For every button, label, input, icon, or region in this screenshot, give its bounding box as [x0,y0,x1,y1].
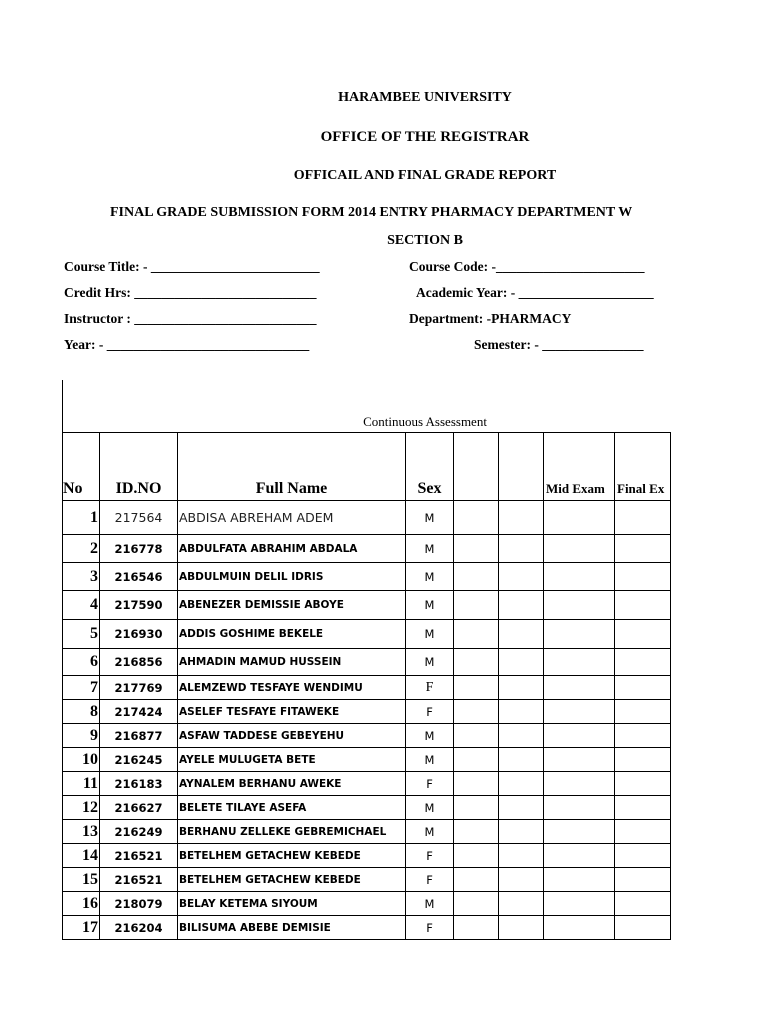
course-code-field: Course Code: -______________________ [409,259,645,274]
student-sex: F [406,700,454,724]
ca2-cell [499,724,544,748]
ca1-cell [454,892,499,916]
mid-exam-cell [544,868,615,892]
col-header-ca1 [454,433,499,501]
table-row [63,820,671,844]
student-sex: M [406,501,454,535]
student-full-name: ABDULFATA ABRAHIM ABDALA [178,535,406,563]
row-number: 12 [63,796,100,820]
final-exam-cell [615,748,671,772]
student-id: 216249 [100,820,178,844]
student-id: 217424 [100,700,178,724]
ca1-cell [454,844,499,868]
student-id: 216546 [100,563,178,591]
ca1-cell [454,591,499,620]
student-full-name: ABENEZER DEMISSIE ABOYE [178,591,406,620]
mid-exam-cell [544,535,615,563]
final-exam-cell [615,724,671,748]
ca1-cell [454,820,499,844]
table-row [63,772,671,796]
row-number: 11 [63,772,100,796]
student-id: 216521 [100,844,178,868]
student-sex: F [406,844,454,868]
student-id: 216627 [100,796,178,820]
mid-exam-cell [544,620,615,649]
mid-exam-cell [544,501,615,535]
student-full-name: BETELHEM GETACHEW KEBEDE [178,844,406,868]
ca2-cell [499,892,544,916]
table-row [63,591,671,620]
ca2-cell [499,535,544,563]
table-row [63,796,671,820]
ca1-cell [454,868,499,892]
ca1-cell [454,724,499,748]
final-exam-cell [615,535,671,563]
final-exam-cell [615,796,671,820]
student-full-name: BETELHEM GETACHEW KEBEDE [178,868,406,892]
ca2-cell [499,649,544,676]
student-sex: M [406,892,454,916]
mid-exam-cell [544,772,615,796]
semester-field: Semester: - _______________ [474,337,644,352]
mid-exam-cell [544,700,615,724]
ca2-cell [499,868,544,892]
student-id: 216778 [100,535,178,563]
student-full-name: ABDULMUIN DELIL IDRIS [178,563,406,591]
row-number: 15 [63,868,100,892]
student-id: 216204 [100,916,178,940]
final-exam-cell [615,868,671,892]
student-sex: F [406,676,454,700]
col-header-full-name: Full Name [178,433,406,501]
col-header-sex: Sex [406,433,454,501]
ca2-cell [499,820,544,844]
ca1-cell [454,748,499,772]
row-number: 10 [63,748,100,772]
office-title: OFFICE OF THE REGISTRAR [320,129,530,145]
table-row [63,748,671,772]
row-number: 9 [63,724,100,748]
final-exam-cell [615,892,671,916]
student-full-name: ASELEF TESFAYE FITAWEKE [178,700,406,724]
student-id: 216930 [100,620,178,649]
student-id: 217564 [100,501,178,535]
year-field: Year: - ______________________________ [64,337,310,352]
col-header-final-exam: Final Ex [615,433,671,501]
table-row [63,700,671,724]
table-row [63,676,671,700]
table-left-border [62,380,63,432]
student-sex: M [406,563,454,591]
student-sex: M [406,620,454,649]
row-number: 6 [63,649,100,676]
student-sex: F [406,772,454,796]
student-sex: M [406,820,454,844]
col-header-mid-exam: Mid Exam [544,433,615,501]
ca2-cell [499,501,544,535]
ca1-cell [454,796,499,820]
ca1-cell [454,700,499,724]
mid-exam-cell [544,892,615,916]
ca1-cell [454,676,499,700]
ca1-cell [454,501,499,535]
ca2-cell [499,700,544,724]
instructor-field: Instructor : ___________________________ [64,311,317,326]
student-sex: F [406,916,454,940]
student-id: 217590 [100,591,178,620]
grade-table [62,432,671,940]
student-sex: F [406,868,454,892]
row-number: 16 [63,892,100,916]
mid-exam-cell [544,820,615,844]
student-full-name: ASFAW TADDESE GEBEYEHU [178,724,406,748]
student-id: 218079 [100,892,178,916]
col-header-ca2 [499,433,544,501]
ca1-cell [454,649,499,676]
table-row [63,501,671,535]
continuous-assessment-label: Continuous Assessment [363,414,487,429]
mid-exam-cell [544,724,615,748]
section-label: SECTION B [387,233,463,248]
report-title: OFFICAIL AND FINAL GRADE REPORT [293,168,557,183]
ca1-cell [454,916,499,940]
final-exam-cell [615,501,671,535]
table-row [63,868,671,892]
final-exam-cell [615,591,671,620]
table-row [63,916,671,940]
academic-year-field: Academic Year: - ____________________ [416,285,654,300]
student-sex: M [406,796,454,820]
ca2-cell [499,916,544,940]
table-row [63,892,671,916]
col-header-id: ID.NO [100,433,178,501]
col-header-no: No [63,433,100,501]
mid-exam-cell [544,649,615,676]
table-row [63,724,671,748]
final-exam-cell [615,676,671,700]
table-row [63,563,671,591]
row-number: 1 [63,501,100,535]
row-number: 5 [63,620,100,649]
submission-form-title: FINAL GRADE SUBMISSION FORM 2014 ENTRY PHARMACY DEPARTMENT W [110,205,633,220]
student-full-name: BELAY KETEMA SIYOUM [178,892,406,916]
mid-exam-cell [544,844,615,868]
mid-exam-cell [544,676,615,700]
final-exam-cell [615,772,671,796]
ca1-cell [454,772,499,796]
student-full-name: AYELE MULUGETA BETE [178,748,406,772]
row-number: 17 [63,916,100,940]
university-title: HARAMBEE UNIVERSITY [338,90,512,105]
mid-exam-cell [544,563,615,591]
student-id: 217769 [100,676,178,700]
student-sex: M [406,535,454,563]
mid-exam-cell [544,796,615,820]
final-exam-cell [615,700,671,724]
student-id: 216183 [100,772,178,796]
student-sex: M [406,591,454,620]
mid-exam-cell [544,591,615,620]
table-header-row [63,433,671,501]
ca2-cell [499,748,544,772]
student-full-name: ALEMZEWD TESFAYE WENDIMU [178,676,406,700]
student-sex: M [406,724,454,748]
ca2-cell [499,844,544,868]
final-exam-cell [615,844,671,868]
student-full-name: BILISUMA ABEBE DEMISIE [178,916,406,940]
student-id: 216245 [100,748,178,772]
mid-exam-cell [544,916,615,940]
row-number: 14 [63,844,100,868]
row-number: 8 [63,700,100,724]
final-exam-cell [615,649,671,676]
row-number: 4 [63,591,100,620]
ca2-cell [499,620,544,649]
student-full-name: ADDIS GOSHIME BEKELE [178,620,406,649]
ca2-cell [499,676,544,700]
mid-exam-cell [544,748,615,772]
final-exam-cell [615,563,671,591]
student-id: 216877 [100,724,178,748]
table-row [63,620,671,649]
course-title-field: Course Title: - _________________________ [64,259,320,274]
ca1-cell [454,563,499,591]
final-exam-cell [615,620,671,649]
ca1-cell [454,535,499,563]
table-row [63,535,671,563]
credit-hrs-field: Credit Hrs: ___________________________ [64,285,317,300]
ca1-cell [454,620,499,649]
student-full-name: BELETE TILAYE ASEFA [178,796,406,820]
student-sex: M [406,649,454,676]
final-exam-cell [615,916,671,940]
table-row [63,649,671,676]
student-full-name: ABDISA ABREHAM ADEM [178,501,406,535]
student-sex: M [406,748,454,772]
department-field: Department: -PHARMACY [409,311,572,326]
ca2-cell [499,796,544,820]
student-full-name: AHMADIN MAMUD HUSSEIN [178,649,406,676]
final-exam-cell [615,820,671,844]
row-number: 13 [63,820,100,844]
row-number: 3 [63,563,100,591]
table-row [63,844,671,868]
ca2-cell [499,772,544,796]
table-body [63,501,671,940]
student-id: 216856 [100,649,178,676]
row-number: 7 [63,676,100,700]
student-full-name: AYNALEM BERHANU AWEKE [178,772,406,796]
ca2-cell [499,563,544,591]
student-id: 216521 [100,868,178,892]
student-full-name: BERHANU ZELLEKE GEBREMICHAEL [178,820,406,844]
row-number: 2 [63,535,100,563]
ca2-cell [499,591,544,620]
